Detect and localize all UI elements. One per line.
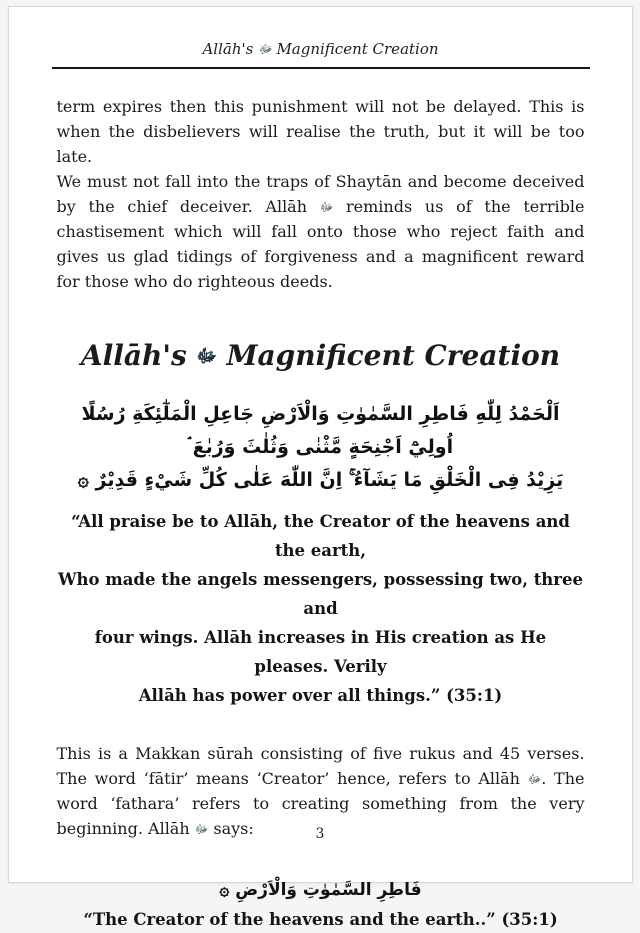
paragraph-1	[57, 94, 585, 169]
paragraph-1-text: term expires then this punishment will not be delayed. This is when the disbelievers will realise the truth, but it will be too late.	[56, 97, 585, 166]
paragraph-2	[57, 169, 585, 294]
paragraph-3-seg1: This is a Makkan sūrah consisting of five rukus and 45 verses. The word ‘fātir’ means ‘Creator’ hence, refers to Allāh	[56, 744, 585, 788]
honorific-icon: ﷻ	[196, 346, 217, 367]
paragraph-2-seg2: reminds us of the terrible chastisement which will fall onto those who reject faith and gives us glad tidings of forgiveness and a magnificent reward for those who do righteous deeds.	[56, 197, 585, 291]
phrase-translation: “The Creator of the heavens and the earth..” (35:1)	[83, 910, 558, 929]
running-header-title-part1: Allāh's	[202, 40, 254, 58]
verse-translation-line: “All praise be to Allāh, the Creator of the heavens and the earth,	[71, 512, 570, 560]
paragraph-3-seg3: says:	[208, 819, 254, 838]
arabic-verse	[57, 398, 585, 497]
arabic-phrase: فَاطِرِ السَّمٰوٰتِ وَالْاَرْضِ ۞	[219, 880, 422, 900]
arabic-verse-line2: يَزِيْدُ فِى الْخَلْقِ مَا يَشَآءُ ۚ اِنَّ اللّٰهَ عَلٰى كُلِّ شَيْءٍ قَدِيْرٌ ۞	[77, 469, 564, 491]
verse-translation-line: four wings. Allāh increases in His creation as He pleases. Verily	[94, 628, 547, 676]
arabic-verse-line1: اَلْحَمْدُ لِلّٰهِ فَاطِرِ السَّمٰوٰتِ وَالْاَرْضِ جَاعِلِ الْمَلٰٓئِكَةِ رُسُلًا اُولِيْٓ اَجْنِحَةٍ مَّثْنٰى وَثُلٰثَ وَرُبٰعَ ۘ	[81, 403, 560, 458]
running-header-title-part2: Magnificent Creation	[276, 40, 439, 58]
viewer-background	[0, 6, 640, 929]
paragraph-3-seg2: . The word ‘fathara’ refers to creating something from the very beginning. Allāh	[56, 769, 585, 838]
page-number: 3	[315, 826, 325, 842]
section-heading-part2: Magnificent Creation	[226, 339, 561, 372]
header-rule	[52, 67, 590, 69]
paragraph-2-seg1: We must not fall into the traps of Shaytān and become deceived by the chief deceiver. Allāh	[56, 172, 585, 216]
verse-translation-line: Allāh has power over all things.” (35:1)	[138, 686, 503, 705]
honorific-icon: ﷻ	[258, 42, 272, 56]
verse-translation	[57, 507, 585, 710]
verse-translation-line: Who made the angels messengers, possessing two, three and	[58, 570, 583, 618]
section-heading-part1: Allāh's	[80, 339, 187, 372]
page-sheet	[8, 6, 633, 929]
running-header	[57, 39, 585, 59]
section-heading	[57, 338, 585, 374]
honorific-icon: ﷻ	[527, 772, 542, 786]
honorific-icon: ﷻ	[194, 822, 209, 836]
honorific-icon: ﷻ	[319, 200, 334, 214]
